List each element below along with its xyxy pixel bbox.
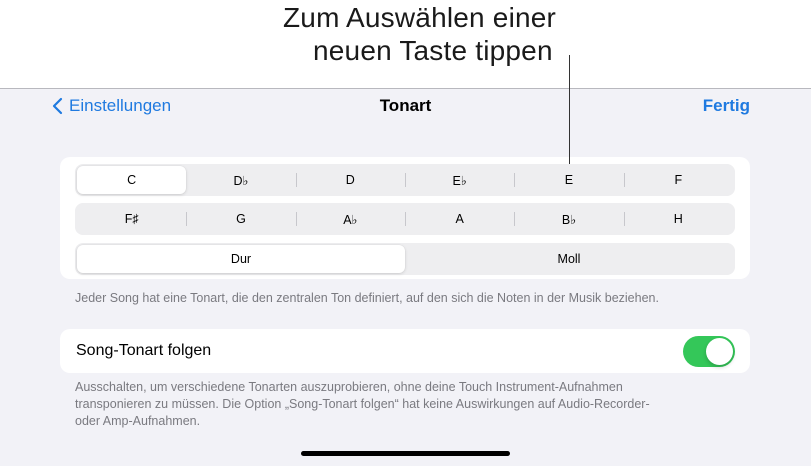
key-picker-card [60,157,750,279]
key-settings-panel [0,88,811,466]
footnote-line-2: transponieren zu müssen. Die Option „Song-Tonart folgen“ hat keine Auswirkungen auf Audio-Recorder- [75,397,650,411]
done-button[interactable]: Fertig [702,96,750,115]
key-button-f-sharp[interactable]: F♯ [124,212,139,226]
back-button-label: Einstellungen [69,96,172,115]
key-row-2 [75,203,735,235]
scale-button-moll[interactable]: Moll [557,252,581,266]
key-button-h[interactable]: H [624,205,733,233]
back-button[interactable] [52,96,171,116]
key-footnote: Jeder Song hat eine Tonart, die den zentralen Ton definiert, auf den sich die Noten in der Musik beziehen. [75,291,659,305]
key-button-d-flat[interactable]: D♭ [233,173,249,188]
key-button-g[interactable]: G [186,205,295,233]
key-button-e-flat[interactable]: E♭ [405,166,514,194]
chevron-left-icon [52,97,63,115]
callout-text-line-1: Zum Auswählen einer [283,2,557,33]
follow-song-key-toggle[interactable] [683,336,735,367]
key-button-d[interactable]: D [296,166,405,194]
key-button-e[interactable]: E [514,166,623,194]
key-row-1 [75,164,735,196]
key-button-f[interactable]: F [624,166,733,194]
callout-leader-line [569,55,570,164]
footnote-line-1: Ausschalten, um verschiedene Tonarten auszuprobieren, ohne deine Touch Instrument-Aufnahmen [75,380,623,394]
key-button-a-flat[interactable]: A♭ [296,205,405,233]
footnote-line-3: oder Amp-Aufnahmen. [75,414,201,428]
key-button-c[interactable]: C [77,166,186,194]
follow-song-key-row [60,329,750,373]
page-title: Tonart [379,96,432,115]
callout-text-line-2: neuen Taste tippen [313,35,553,66]
key-button-a[interactable]: A [405,205,514,233]
scale-segmented-control [75,243,735,275]
scale-button-dur[interactable]: Dur [77,245,405,273]
follow-song-key-label: Song-Tonart folgen [76,342,212,359]
follow-song-key-footnote [75,379,735,430]
toggle-knob [706,338,733,365]
key-button-b-flat[interactable]: B♭ [514,205,623,233]
callout-annotation [0,0,811,88]
home-indicator[interactable] [301,451,510,456]
